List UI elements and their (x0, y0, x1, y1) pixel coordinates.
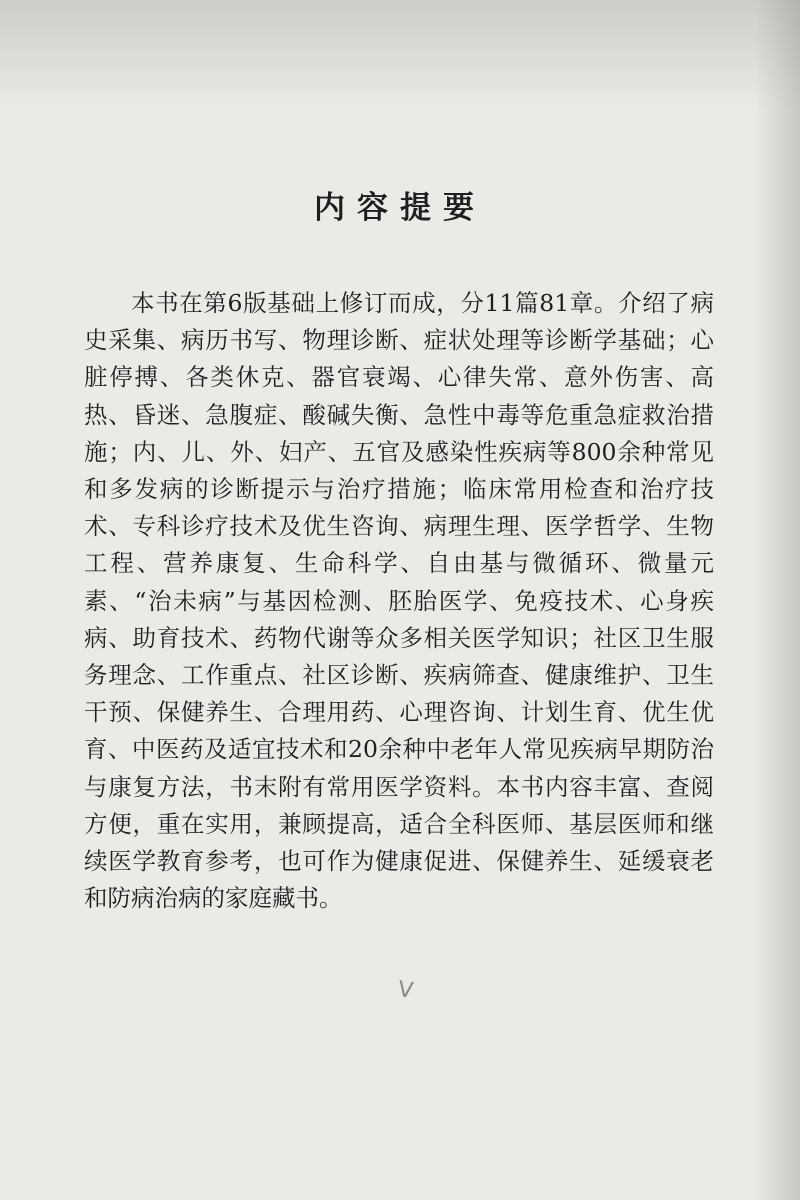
summary-paragraph: 本书在第6版基础上修订而成，分11篇81章。介绍了病史采集、病历书写、物理诊断、症状处理等诊断学基础；心脏停搏、各类休克、器官衰竭、心律失常、意外伤害、高热、昏迷、急腹症、酸碱失衡、急性中毒等危重急症救治措施；内、儿、外、妇产、五官及感染性疾病等800余种常见和多发病的诊断提示与治疗措施；临床常用检查和治疗技术、专科诊疗技术及优生咨询、病理生理、医学哲学、生物工程、营养康复、生命科学、自由基与微循环、微量元素、“治未病”与基因检测、胚胎医学、免疫技术、心身疾病、助育技术、药物代谢等众多相关医学知识；社区卫生服务理念、工作重点、社区诊断、疾病筛查、健康维护、卫生干预、保健养生、合理用药、心理咨询、计划生育、优生优育、中医药及适宜技术和20余种中老年人常见疾病早期防治与康复方法，书末附有常用医学资料。本书内容丰富、查阅方便，重在实用，兼顾提高，适合全科医师、基层医师和继续医学教育参考，也可作为健康促进、保健养生、延缓衰老和防病治病的家庭藏书。 (84, 289, 714, 913)
page-title: 内容提要 (314, 190, 486, 226)
page-spine-shadow (755, 0, 800, 1200)
page-top-shadow (0, 0, 800, 110)
paper-mark: ᐯ (396, 977, 415, 1004)
